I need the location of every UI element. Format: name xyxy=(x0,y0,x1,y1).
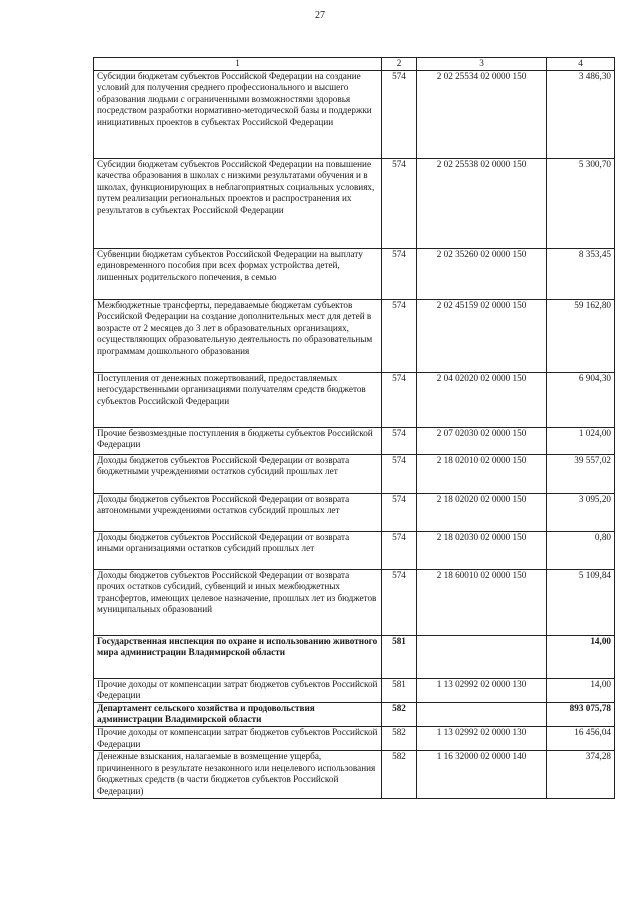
row-admin-code: 582 xyxy=(382,702,417,726)
row-description: Прочие доходы от компенсации затрат бюджетов субъектов Российской Федерации xyxy=(94,726,382,750)
row-budget-classification-code: 1 13 02992 02 0000 130 xyxy=(417,726,547,750)
row-admin-code: 574 xyxy=(382,158,417,248)
row-admin-code: 574 xyxy=(382,454,417,493)
row-description: Денежные взыскания, налагаемые в возмещение ущерба, причиненного в результате незаконного или нецелевого использования бюджетных средств (в части бюджетов субъектов Российской Федерации) xyxy=(94,751,382,799)
row-admin-code: 574 xyxy=(382,531,417,569)
row-admin-code: 574 xyxy=(382,70,417,158)
table-row xyxy=(94,454,615,493)
row-description: Межбюджетные трансферты, передаваемые бюджетам субъектов Российской Федерации на создание дополнительных мест для детей в возрасте от 2 месяцев до 3 лет в образовательных организациях, осуществляющих образовательную деятельность по образовательным программам дошкольного образования xyxy=(94,299,382,372)
row-budget-classification-code: 2 18 02020 02 0000 150 xyxy=(417,493,547,531)
row-budget-classification-code: 2 02 45159 02 0000 150 xyxy=(417,299,547,372)
page-number: 27 xyxy=(315,10,325,21)
row-amount: 3 095,20 xyxy=(547,493,615,531)
row-budget-classification-code: 2 02 25534 02 0000 150 xyxy=(417,70,547,158)
row-description: Доходы бюджетов субъектов Российской Федерации от возврата иными организациями остатков субсидий прошлых лет xyxy=(94,531,382,569)
row-description: Субсидии бюджетам субъектов Российской Федерации на создание условий для получения среднего профессионального и высшего образования людьми с ограниченными возможностями здоровья посредством разработки нормативно-методической базы и поддержки инициативных проектов в субъектах Российской Федерации xyxy=(94,70,382,158)
row-budget-classification-code: 2 02 25538 02 0000 150 xyxy=(417,158,547,248)
row-budget-classification-code: 2 18 02030 02 0000 150 xyxy=(417,531,547,569)
row-admin-code: 574 xyxy=(382,427,417,454)
table-row xyxy=(94,372,615,427)
table-section-row xyxy=(94,635,615,678)
row-description: Прочие доходы от компенсации затрат бюджетов субъектов Российской Федерации xyxy=(94,678,382,702)
row-budget-classification-code: 2 18 60010 02 0000 150 xyxy=(417,569,547,635)
table-section-row xyxy=(94,702,615,726)
row-budget-classification-code: 1 16 32000 02 0000 140 xyxy=(417,751,547,799)
table-row xyxy=(94,299,615,372)
column-header-1: 1 xyxy=(94,58,382,71)
row-budget-classification-code xyxy=(417,702,547,726)
column-header-4: 4 xyxy=(547,58,615,71)
table-row xyxy=(94,70,615,158)
row-amount: 5 109,84 xyxy=(547,569,615,635)
row-admin-code: 582 xyxy=(382,751,417,799)
row-amount: 59 162,80 xyxy=(547,299,615,372)
row-amount: 3 486,30 xyxy=(547,70,615,158)
row-admin-code: 581 xyxy=(382,678,417,702)
row-amount: 374,28 xyxy=(547,751,615,799)
row-amount: 1 024,00 xyxy=(547,427,615,454)
row-admin-code: 574 xyxy=(382,569,417,635)
row-admin-code: 574 xyxy=(382,299,417,372)
row-budget-classification-code: 2 18 02010 02 0000 150 xyxy=(417,454,547,493)
row-description: Прочие безвозмездные поступления в бюджеты субъектов Российской Федерации xyxy=(94,427,382,454)
row-admin-code: 574 xyxy=(382,493,417,531)
row-amount: 5 300,70 xyxy=(547,158,615,248)
row-description: Департамент сельского хозяйства и продовольствия администрации Владимирской области xyxy=(94,702,382,726)
row-description: Поступления от денежных пожертвований, предоставляемых негосударственными организациями получателям средств бюджетов субъектов Российской Федерации xyxy=(94,372,382,427)
row-admin-code: 574 xyxy=(382,372,417,427)
row-amount: 893 075,78 xyxy=(547,702,615,726)
row-amount: 39 557,02 xyxy=(547,454,615,493)
budget-revenue-table xyxy=(93,57,615,799)
row-description: Субвенции бюджетам субъектов Российской Федерации на выплату единовременного пособия при всех формах устройства детей, лишенных родительского попечения, в семью xyxy=(94,248,382,299)
row-amount: 14,00 xyxy=(547,678,615,702)
row-amount: 0,80 xyxy=(547,531,615,569)
table-row xyxy=(94,531,615,569)
column-header-2: 2 xyxy=(382,58,417,71)
row-amount: 6 904,30 xyxy=(547,372,615,427)
table-row xyxy=(94,751,615,799)
table-row xyxy=(94,726,615,750)
row-amount: 16 456,04 xyxy=(547,726,615,750)
table-row xyxy=(94,569,615,635)
row-budget-classification-code: 2 02 35260 02 0000 150 xyxy=(417,248,547,299)
row-description: Доходы бюджетов субъектов Российской Федерации от возврата автономными учреждениями остатков субсидий прошлых лет xyxy=(94,493,382,531)
row-description: Доходы бюджетов субъектов Российской Федерации от возврата бюджетными учреждениями остатков субсидий прошлых лет xyxy=(94,454,382,493)
table-row xyxy=(94,427,615,454)
row-budget-classification-code: 1 13 02992 02 0000 130 xyxy=(417,678,547,702)
row-admin-code: 581 xyxy=(382,635,417,678)
table-row xyxy=(94,158,615,248)
table-row xyxy=(94,248,615,299)
table-row xyxy=(94,678,615,702)
row-description: Государственная инспекция по охране и использованию животного мира администрации Владимирской области xyxy=(94,635,382,678)
table-header-row xyxy=(94,58,615,71)
table-row xyxy=(94,493,615,531)
row-admin-code: 582 xyxy=(382,726,417,750)
row-admin-code: 574 xyxy=(382,248,417,299)
row-description: Субсидии бюджетам субъектов Российской Федерации на повышение качества образования в школах с низкими результатами обучения и в школах, функционирующих в неблагоприятных социальных условиях, путем реализации региональных проектов и распространения их результатов в субъектах Российской Федерации xyxy=(94,158,382,248)
row-budget-classification-code: 2 04 02020 02 0000 150 xyxy=(417,372,547,427)
row-amount: 14,00 xyxy=(547,635,615,678)
row-description: Доходы бюджетов субъектов Российской Федерации от возврата прочих остатков субсидий, субвенций и иных межбюджетных трансфертов, имеющих целевое назначение, прошлых лет из бюджетов муниципальных образований xyxy=(94,569,382,635)
row-budget-classification-code: 2 07 02030 02 0000 150 xyxy=(417,427,547,454)
column-header-3: 3 xyxy=(417,58,547,71)
row-amount: 8 353,45 xyxy=(547,248,615,299)
row-budget-classification-code xyxy=(417,635,547,678)
